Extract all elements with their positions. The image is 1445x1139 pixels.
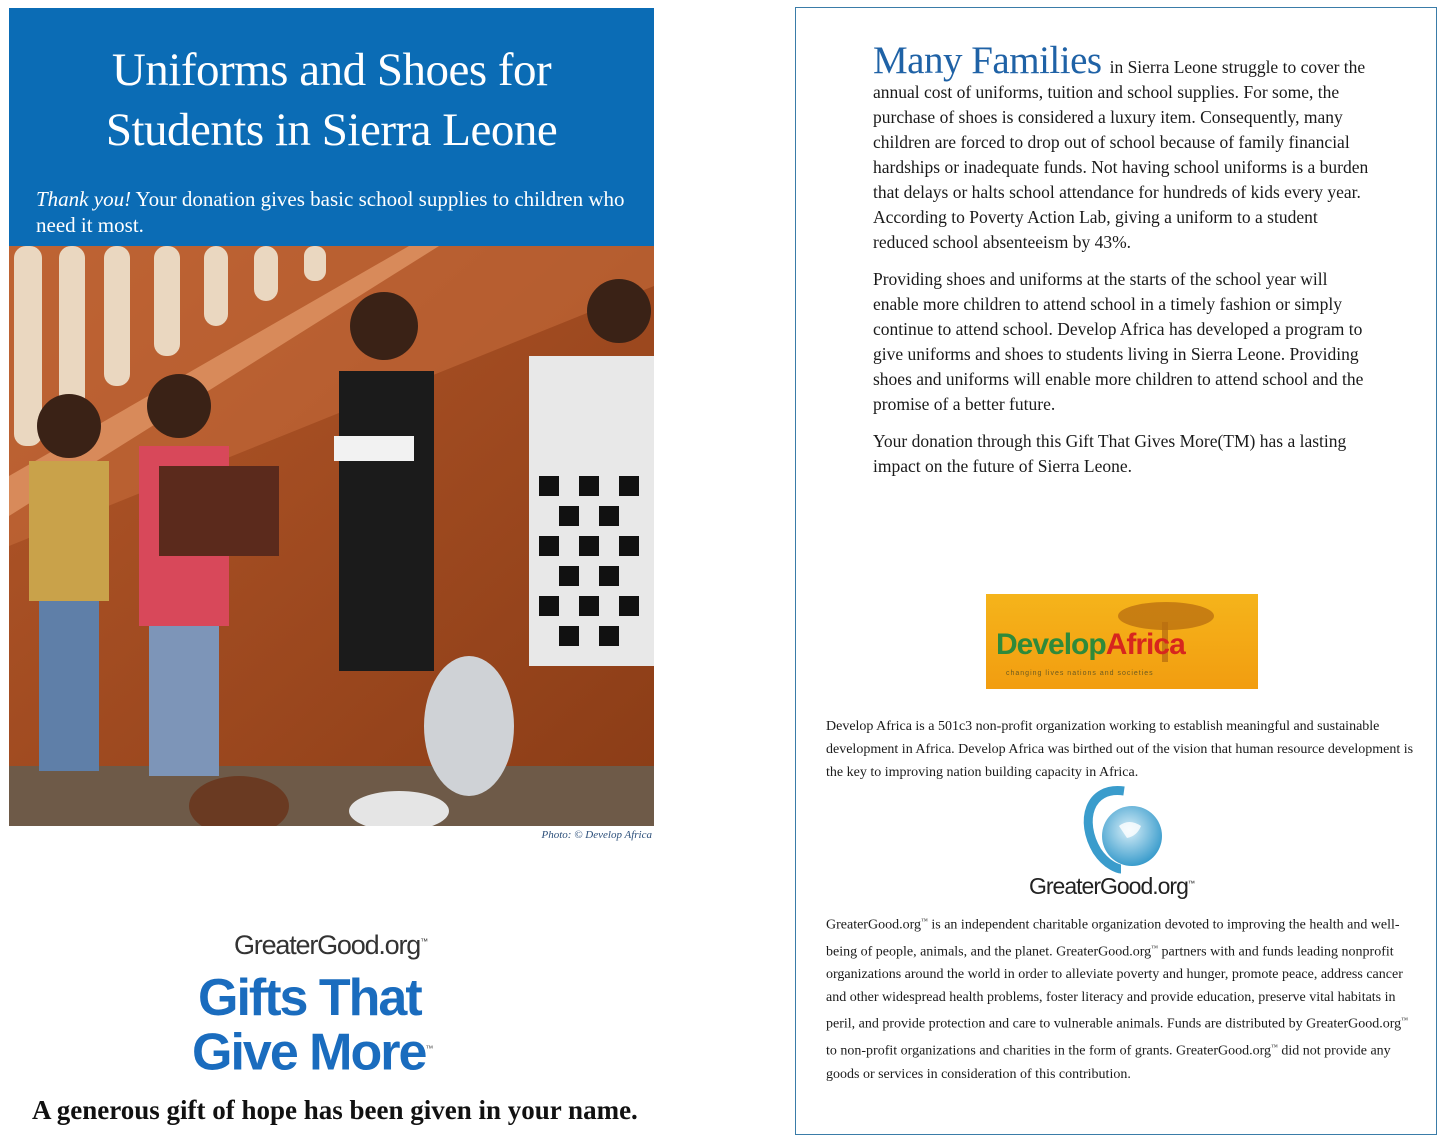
trademark-mark: ™: [1187, 880, 1194, 888]
develop-africa-wordmark-africa: Africa: [1105, 628, 1185, 661]
intro-text-block: [873, 39, 1373, 491]
greatergood-wordmark: [234, 930, 427, 961]
trademark-mark: ™: [1401, 1016, 1408, 1025]
develop-africa-wordmark-develop: Develop: [996, 628, 1106, 661]
header-band: [9, 8, 654, 246]
thank-you-emphasis: Thank you!: [36, 187, 132, 211]
trademark-mark: ™: [420, 937, 427, 946]
intro-heading: Many Families: [873, 39, 1102, 82]
gg-desc-part: to non-profit organizations and charities in the form of grants. GreaterGood.org: [826, 1043, 1272, 1059]
develop-africa-logo: [986, 594, 1258, 689]
give-more-text: [192, 1023, 432, 1082]
children-photo: [9, 246, 654, 826]
gg-desc-part: partners with and funds leading nonprofit organizations around the world in order to alleviate poverty and hunger, promote peace, address cancer and other widespread health problems, foster literacy and provide education, preserve vital habitats in peril, and provide protection and care to vulnerable animals. Funds are distributed by GreaterGood.org: [826, 944, 1403, 1032]
trademark-mark: ™: [1151, 943, 1159, 952]
title-line-1: Uniforms and Shoes for: [111, 44, 552, 96]
thank-you-message: [36, 186, 636, 238]
develop-africa-description: Develop Africa is a 501c3 non-profit organization working to establish meaningful and sustainable development in Africa. Develop Africa was birthed out of the vision that human resource development is the key to improving nation building capacity in Africa.: [826, 719, 1414, 780]
intro-paragraph-3: Your donation through this Gift That Gives More(TM) has a lasting impact on the future of Sierra Leone.: [873, 431, 1347, 476]
trademark-mark: ™: [425, 1044, 432, 1053]
gg-desc-part: is an independent charitable organization devoted to improving the health and well-being of people, animals, and the planet. GreaterGood.org: [826, 917, 1400, 960]
gifts-that-give-more-logo: [190, 928, 480, 1082]
photo-credit: Photo: © Develop Africa: [541, 829, 652, 841]
gift-message: A generous gift of hope has been given in your name.: [32, 1095, 638, 1125]
greatergood-description: [826, 910, 1416, 1086]
intro-paragraph-2: Providing shoes and uniforms at the starts of the school year will enable more children to attend school in a timely fashion or simply continue to attend school. Develop Africa has developed a program to give uniforms and shoes to students living in Sierra Leone. Providing shoes and uniforms will enable more children to attend school and the promise of a better future.: [873, 269, 1364, 414]
gg-desc-part: GreaterGood.org: [826, 917, 921, 933]
greatergood-logo: [1029, 781, 1214, 906]
title-line-2: Students in Sierra Leone: [105, 104, 558, 156]
children-photo-illustration: [9, 246, 654, 826]
develop-africa-tagline: changing lives nations and societies: [1006, 670, 1154, 677]
greatergood-logo-text: [1029, 873, 1194, 900]
trademark-mark: ™: [1271, 1042, 1278, 1051]
gg-desc-part: did not provide any goods or services in consideration of this contribution.: [826, 1043, 1391, 1082]
globe-icon: [1029, 781, 1214, 876]
intro-paragraph-1: [873, 39, 1373, 255]
trademark-mark: ™: [921, 917, 928, 925]
develop-africa-wordmark: [996, 628, 1185, 662]
give-more-label: Give More: [192, 1023, 426, 1082]
thank-you-text: Your donation gives basic school supplies to children who need it most.: [36, 187, 625, 237]
greatergood-wordmark-text: GreaterGood.org: [234, 930, 421, 960]
page-title: [9, 40, 654, 160]
right-panel: [795, 7, 1437, 1135]
gifts-that-text: Gifts That: [198, 969, 421, 1027]
greatergood-logo-label: GreaterGood.org: [1029, 873, 1188, 899]
intro-paragraph-1-text: in Sierra Leone struggle to cover the annual cost of uniforms, tuition and school supplies. For some, the purchase of shoes is considered a luxury item. Consequently, many children are forced to drop out of school because of family financial hardships or inadequate funds. Not having school uniforms is a burden that delays or halts school attendance for hundreds of kids every year. According to Poverty Action Lab, giving a uniform to a student reduced school absenteeism by 43%.: [873, 57, 1369, 252]
